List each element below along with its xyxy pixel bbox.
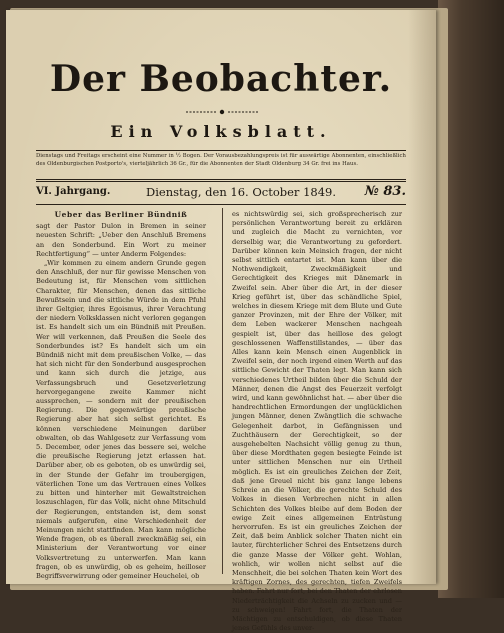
rule-under-issue (36, 204, 406, 205)
paragraph: es nichtswürdig sei, sich großsprecherisch zur persönlichen Verantwortung bereit zu erklären und zugleich die Macht zu vernichten, vor derselbig war, die Verantwortung zu gefordert. Darüber können kein Meinsich fragen, der nicht selbst sittlich entartet ist. Man kann über die Nothwendigkeit, Zweckmäßigkeit und Gerechtigkeit des Krieges mit Dänemark in Zweifel sein. Aber über die Art, in der dieser Krieg geführt ist, über das schändliche Spiel, welches in diesem Kriege mit dem Blute und Gute ganzer Provinzen, mit der Ehre der Völker, mit dem Leben wackerer Menschen nachgeah gespielt ist, über das heillose des gelogt geschlossenen Waffenstillstandes, — über das Alles kann kein Mensch einen Augenblick in Zweifel sein, der noch irgend einen Werth auf das sittliche Gewicht der Thaten legt. Man kann sich verschiedenes Urtheil bilden über die Schuld der Männer, denen die Angst des Feuerzeit verfolgt wird, und kann gewöhnlichst hat. — aber über die handrechtlichen Ermordungen der unglücklichen jungen Männer, denen Zwängtlich die schwache Gelegenheit darbot, in Gefängnissen und Zuchthäusern der Gerechtigkeit, so der ausgehebelten Nachsicht völlig genug zu thun, über diese Mordthaten gegen besiegte Feinde ist unter sittlichen Menschen nur ein Urtheil möglich. Es ist ein greuliches Zeichen der Zeit, daß jene Greuel nicht bis ganz lange lebens Schreie an die Völker, die gerechte Schuld des Volkes in diesen Verbrechen nicht in allen Schichten des Volkes bleibe auf dem Boden der ewige Zeit eines allgemeinen Entrüstung hervorrufen. Es ist ein greuliches Zeichen der Zeit, daß beim Anblick solcher Thaten nicht ein lauter, fürchterlicher Schrei des Entsetzens durch die ganze Masse der Völker geht. Wohlan, wohlich, wir wollen nicht selbst auf die Menschheit, die bei solchen Thaten kein Wort des kräftigen Zornes, des gerechten, tiefen Zweifels haben. Fahrt nur fort, bei den Thaten der ehrlosen Niederträchtigkeit die Achseln zu zucken und — zu schweigen! Fahrt fort, die Thaten der Mächtigen zu entschuldigen, ob diese Thaten jenes Gefühls des unver- (232, 210, 402, 633)
page-shadow (408, 10, 436, 584)
paragraph: „Wir kommen zu einem andern Grunde gegen den Anschluß, der nur für gewisse Menschen von Bedeutung ist, für Menschen vom sittlichen Charakter, für Menschen, denen das sittliche Bewußtsein und die sittliche Würde in dem Pfuhl ihrer Geltgier, ihres Egoismus, ihrer Verachtung der niedern Volksklassen nicht verloren gegangen ist. Es handelt sich um ein Bündniß mit Preußen. Wer will verkennen, daß Preußen die Seele des Sonderbundes ist? Es handelt sich um ein Bündniß nicht mit dem preußischen Volke, — das hat sich nicht für den Sonderbund ausgesprochen und kann sich durch die jetzige, aus Verfassungsbruch und Gesetzverletzung hervorgegangene zweite Kammer nicht aussprechen, — sondern mit der preußischen Regierung. Die gegenwärtige preußische Regierung aber hat sich selbst gerichtet. Es können verschiedene Meinungen darüber obwalten, ob das Wahlgesetz zur Verfassung vom 5. December, oder jenes das bessere sei, welche die preußische Regierung jetzt erlassen hat. Darüber aber, ob es geboten, ob es unwürdig sei, in der Stunde der Gefahr im troubergigen, väterlichen Tone um das Vertrauen eines Volkes zu bitten und hinterher mit Gewaltstreichen loszuschlagen, für das Volk, nicht ohne Mitschuld der Regierungen, entstanden ist, dem sonst niemals aufgerufen, eine Verschiedenheit der Meinungen nicht stattfinden. Man kann mögliche Wende fragen, ob es überall zweckmäßig sei, ein Ministerium der Verantwortung vor einer Volksvertretung zu unterwerfen. Man kann fragen, ob es unwürdig, ob es geheim, heilloser Begriffsverwirrung oder gemeiner Heuchelei, ob (36, 259, 206, 580)
article-heading: Ueber das Berliner Bündniß (54, 210, 188, 219)
rule-top (36, 150, 406, 151)
volume-label: VI. Jahrgang. (36, 186, 111, 197)
issue-date: Dienstag, den 16. October 1849. (146, 185, 336, 199)
masthead-subtitle: Ein Volksblatt. (110, 122, 332, 141)
rule-double-a (36, 179, 406, 180)
issue-info-line (36, 184, 406, 202)
issue-number: № 83. (364, 184, 406, 199)
paragraph: sagt der Pastor Dulon in Bremen in seiner neuesten Schrift: „Ueber den Anschluß Bremens an den Sonderbund. Ein Wort zu meiner Rechtfertigung“ — unter Anderm Folgendes: (36, 222, 206, 258)
masthead-title: Der Beobachter. (49, 58, 393, 100)
column-divider (222, 208, 223, 574)
subscription-notice: Dienstags und Freitags erscheint eine Nummer in ½ Bogen. Der Vorausbezahlungspreis ist für auswärtige Abonnenten, einschließlich des Oldenburgischen Postporto's, vierteljährlich 36 Gr., für die Abonnenten der Stadt Oldenburg 34 Gr. frei ins Haus. (36, 153, 406, 167)
rule-double-b (36, 181, 406, 182)
column-left (36, 210, 206, 581)
newspaper-page (6, 10, 436, 633)
column-right (232, 210, 402, 633)
ornament-divider-icon (186, 108, 258, 116)
